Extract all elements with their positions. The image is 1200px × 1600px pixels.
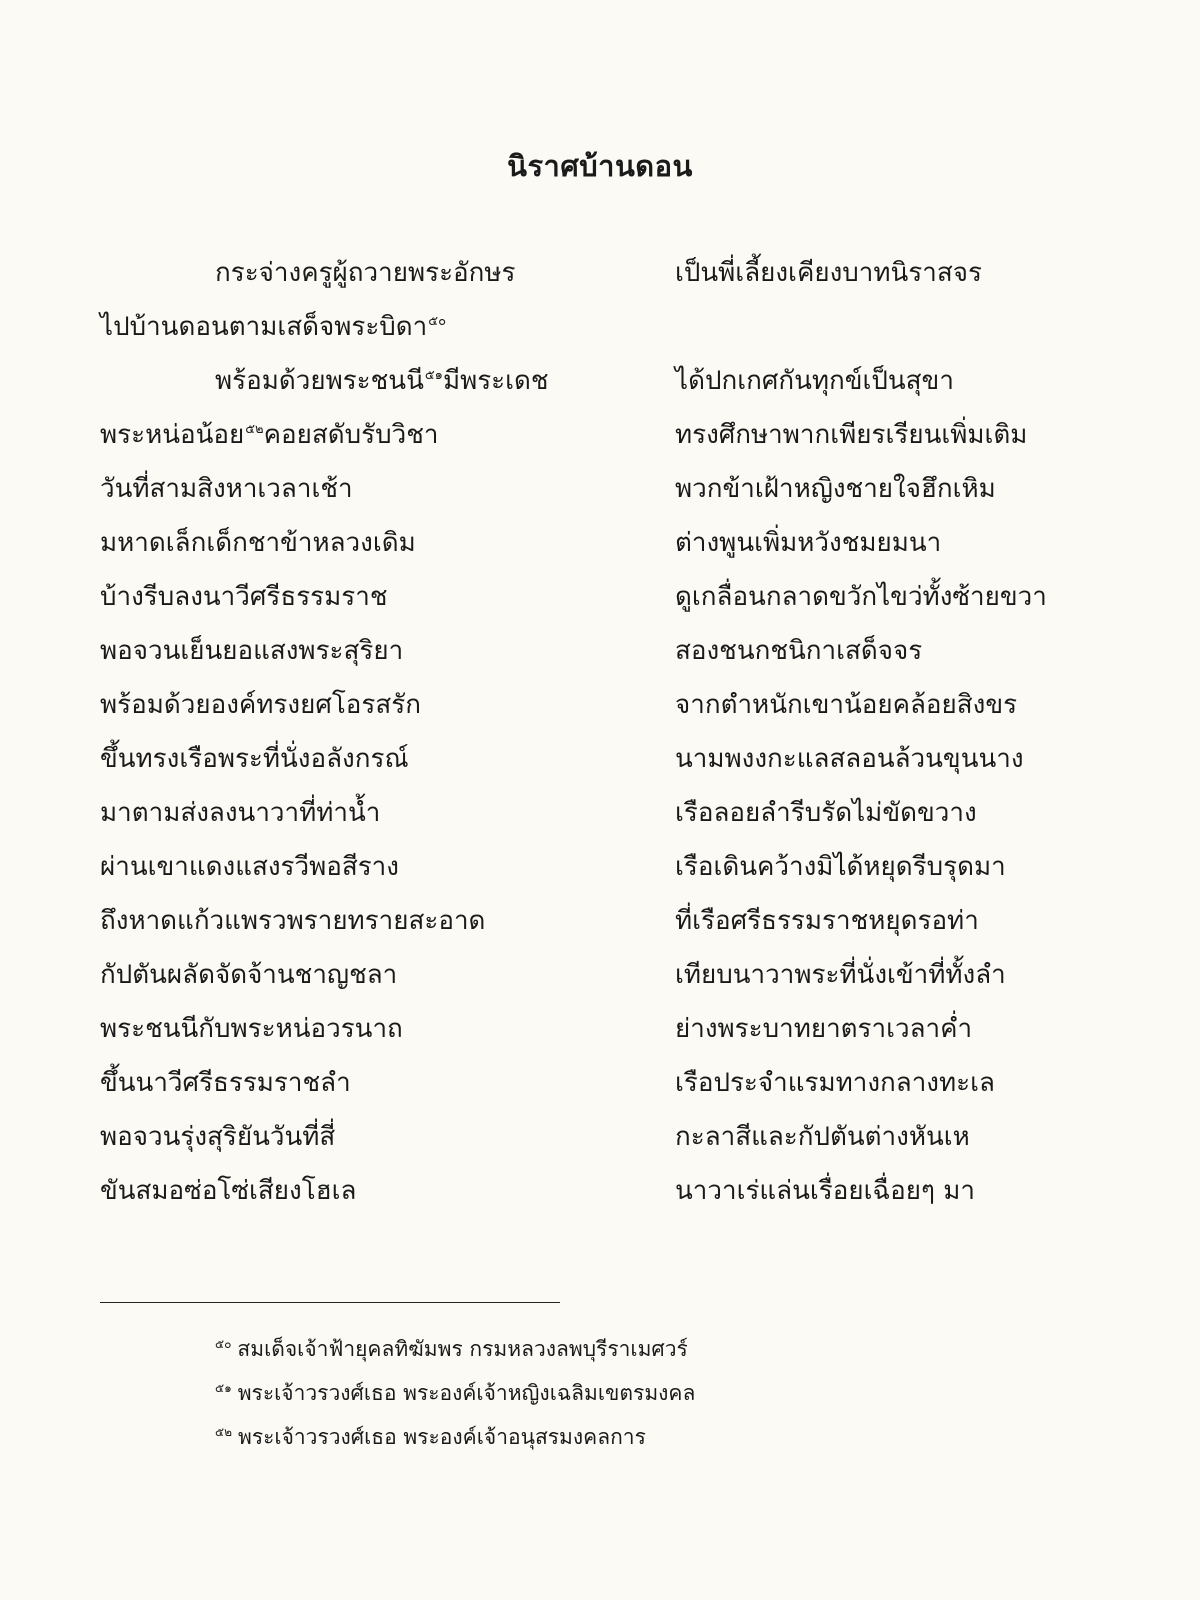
footnote-ref: ๕๐: [428, 314, 447, 330]
poem-line-right: ทรงศึกษาพากเพียรเรียนเพิ่มเติม: [675, 420, 1028, 450]
poem-line-left: ขันสมอซ่อโซ่เสียงโฮเล: [100, 1176, 357, 1206]
footnote: [215, 1336, 688, 1362]
poem-line-text: พร้อมด้วยพระชนนี: [215, 366, 424, 396]
poem-line-left: [100, 312, 446, 342]
footnote-text: พระเจ้าวรวงศ์เธอ พระองค์เจ้าอนุสรมงคลการ: [238, 1425, 646, 1449]
poem-line-right: เรือประจำแรมทางกลางทะเล: [675, 1068, 995, 1098]
footnote-number: ๕๒: [215, 1425, 232, 1439]
poem-line-right: กะลาสีและกัปตันต่างหันเห: [675, 1122, 970, 1152]
poem-line-right: เรือลอยลำรีบรัดไม่ขัดขวาง: [675, 798, 977, 828]
poem-line-left: กระจ่างครูผู้ถวายพระอักษร: [215, 258, 516, 288]
footnote-ref: ๕๑: [424, 368, 443, 384]
poem-line-text: พระหน่อน้อย: [100, 420, 245, 450]
poem-title: นิราศบ้านดอน: [507, 149, 693, 183]
poem-line-right: ย่างพระบาทยาตราเวลาค่ำ: [675, 1014, 973, 1044]
poem-line-right: ดูเกลื่อนกลาดขวักไขว่ทั้งซ้ายขวา: [675, 582, 1047, 612]
poem-line-left: กัปตันผลัดจัดจ้านชาญชลา: [100, 960, 398, 990]
poem-line-left: พอจวนรุ่งสุริยันวันที่สี่: [100, 1122, 336, 1152]
poem-line-left: มาตามส่งลงนาวาที่ท่าน้ำ: [100, 798, 381, 828]
footnote-number: ๕๑: [215, 1381, 232, 1395]
footnote-text: พระเจ้าวรวงศ์เธอ พระองค์เจ้าหญิงเฉลิมเขตรมงคล: [237, 1381, 696, 1405]
poem-line-right: จากตำหนักเขาน้อยคล้อยสิงขร: [675, 690, 1018, 720]
poem-line-left: วันที่สามสิงหาเวลาเช้า: [100, 474, 353, 504]
poem-line-text: ไปบ้านดอนตามเสด็จพระบิดา: [100, 312, 428, 342]
poem-line-right: ที่เรือศรีธรรมราชหยุดรอท่า: [675, 906, 979, 936]
poem-line-right: เทียบนาวาพระที่นั่งเข้าที่ทั้งลำ: [675, 960, 1006, 990]
poem-line-left: ถึงหาดแก้วแพรวพรายทรายสะอาด: [100, 906, 486, 936]
poem-line-right: ต่างพูนเพิ่มหวังชมยมนา: [675, 528, 942, 558]
poem-line-left: พระชนนีกับพระหน่อวรนาถ: [100, 1014, 403, 1044]
poem-line-left: มหาดเล็กเด็กชาข้าหลวงเดิม: [100, 528, 416, 558]
footnote-text: สมเด็จเจ้าฟ้ายุคลทิฆัมพร กรมหลวงลพบุรีราเมศวร์: [237, 1337, 688, 1361]
footnote-number: ๕๐: [215, 1337, 232, 1351]
poem-line-right: ได้ปกเกศกันทุกข์เป็นสุขา: [675, 366, 954, 396]
poem-line-left: [215, 366, 549, 396]
poem-line-right: เรือเดินคว้างมิได้หยุดรีบรุดมา: [675, 852, 1006, 882]
poem-line-right: นาวาเร่แล่นเรื่อยเฉื่อยๆ มา: [675, 1176, 976, 1206]
poem-line-right: นามพงงกะแลสลอนล้วนขุนนาง: [675, 744, 1024, 774]
poem-line-left: ขึ้นทรงเรือพระที่นั่งอลังกรณ์: [100, 744, 409, 774]
poem-line-left: ผ่านเขาแดงแสงรวีพอสีราง: [100, 852, 399, 882]
poem-line-left: ขึ้นนาวีศรีธรรมราชลำ: [100, 1068, 351, 1098]
poem-line-right: สองชนกชนิกาเสด็จจร: [675, 636, 923, 666]
poem-line-left: บ้างรีบลงนาวีศรีธรรมราช: [100, 582, 388, 612]
poem-line-text: คอยสดับรับวิชา: [263, 420, 439, 450]
poem-line-left: พอจวนเย็นยอแสงพระสุริยา: [100, 636, 404, 666]
footnote-ref: ๕๒: [245, 422, 264, 438]
footnote: [215, 1380, 695, 1406]
poem-line-left: พร้อมด้วยองค์ทรงยศโอรสรัก: [100, 690, 421, 720]
poem-line-right: พวกข้าเฝ้าหญิงชายใจฮึกเหิม: [675, 474, 996, 504]
poem-line-left: [100, 420, 438, 450]
poem-line-text: มีพระเดช: [442, 366, 549, 396]
poem-line-right: เป็นพี่เลี้ยงเคียงบาทนิราสจร: [675, 258, 982, 288]
footnote-divider: [100, 1302, 560, 1303]
footnote: [215, 1424, 646, 1450]
